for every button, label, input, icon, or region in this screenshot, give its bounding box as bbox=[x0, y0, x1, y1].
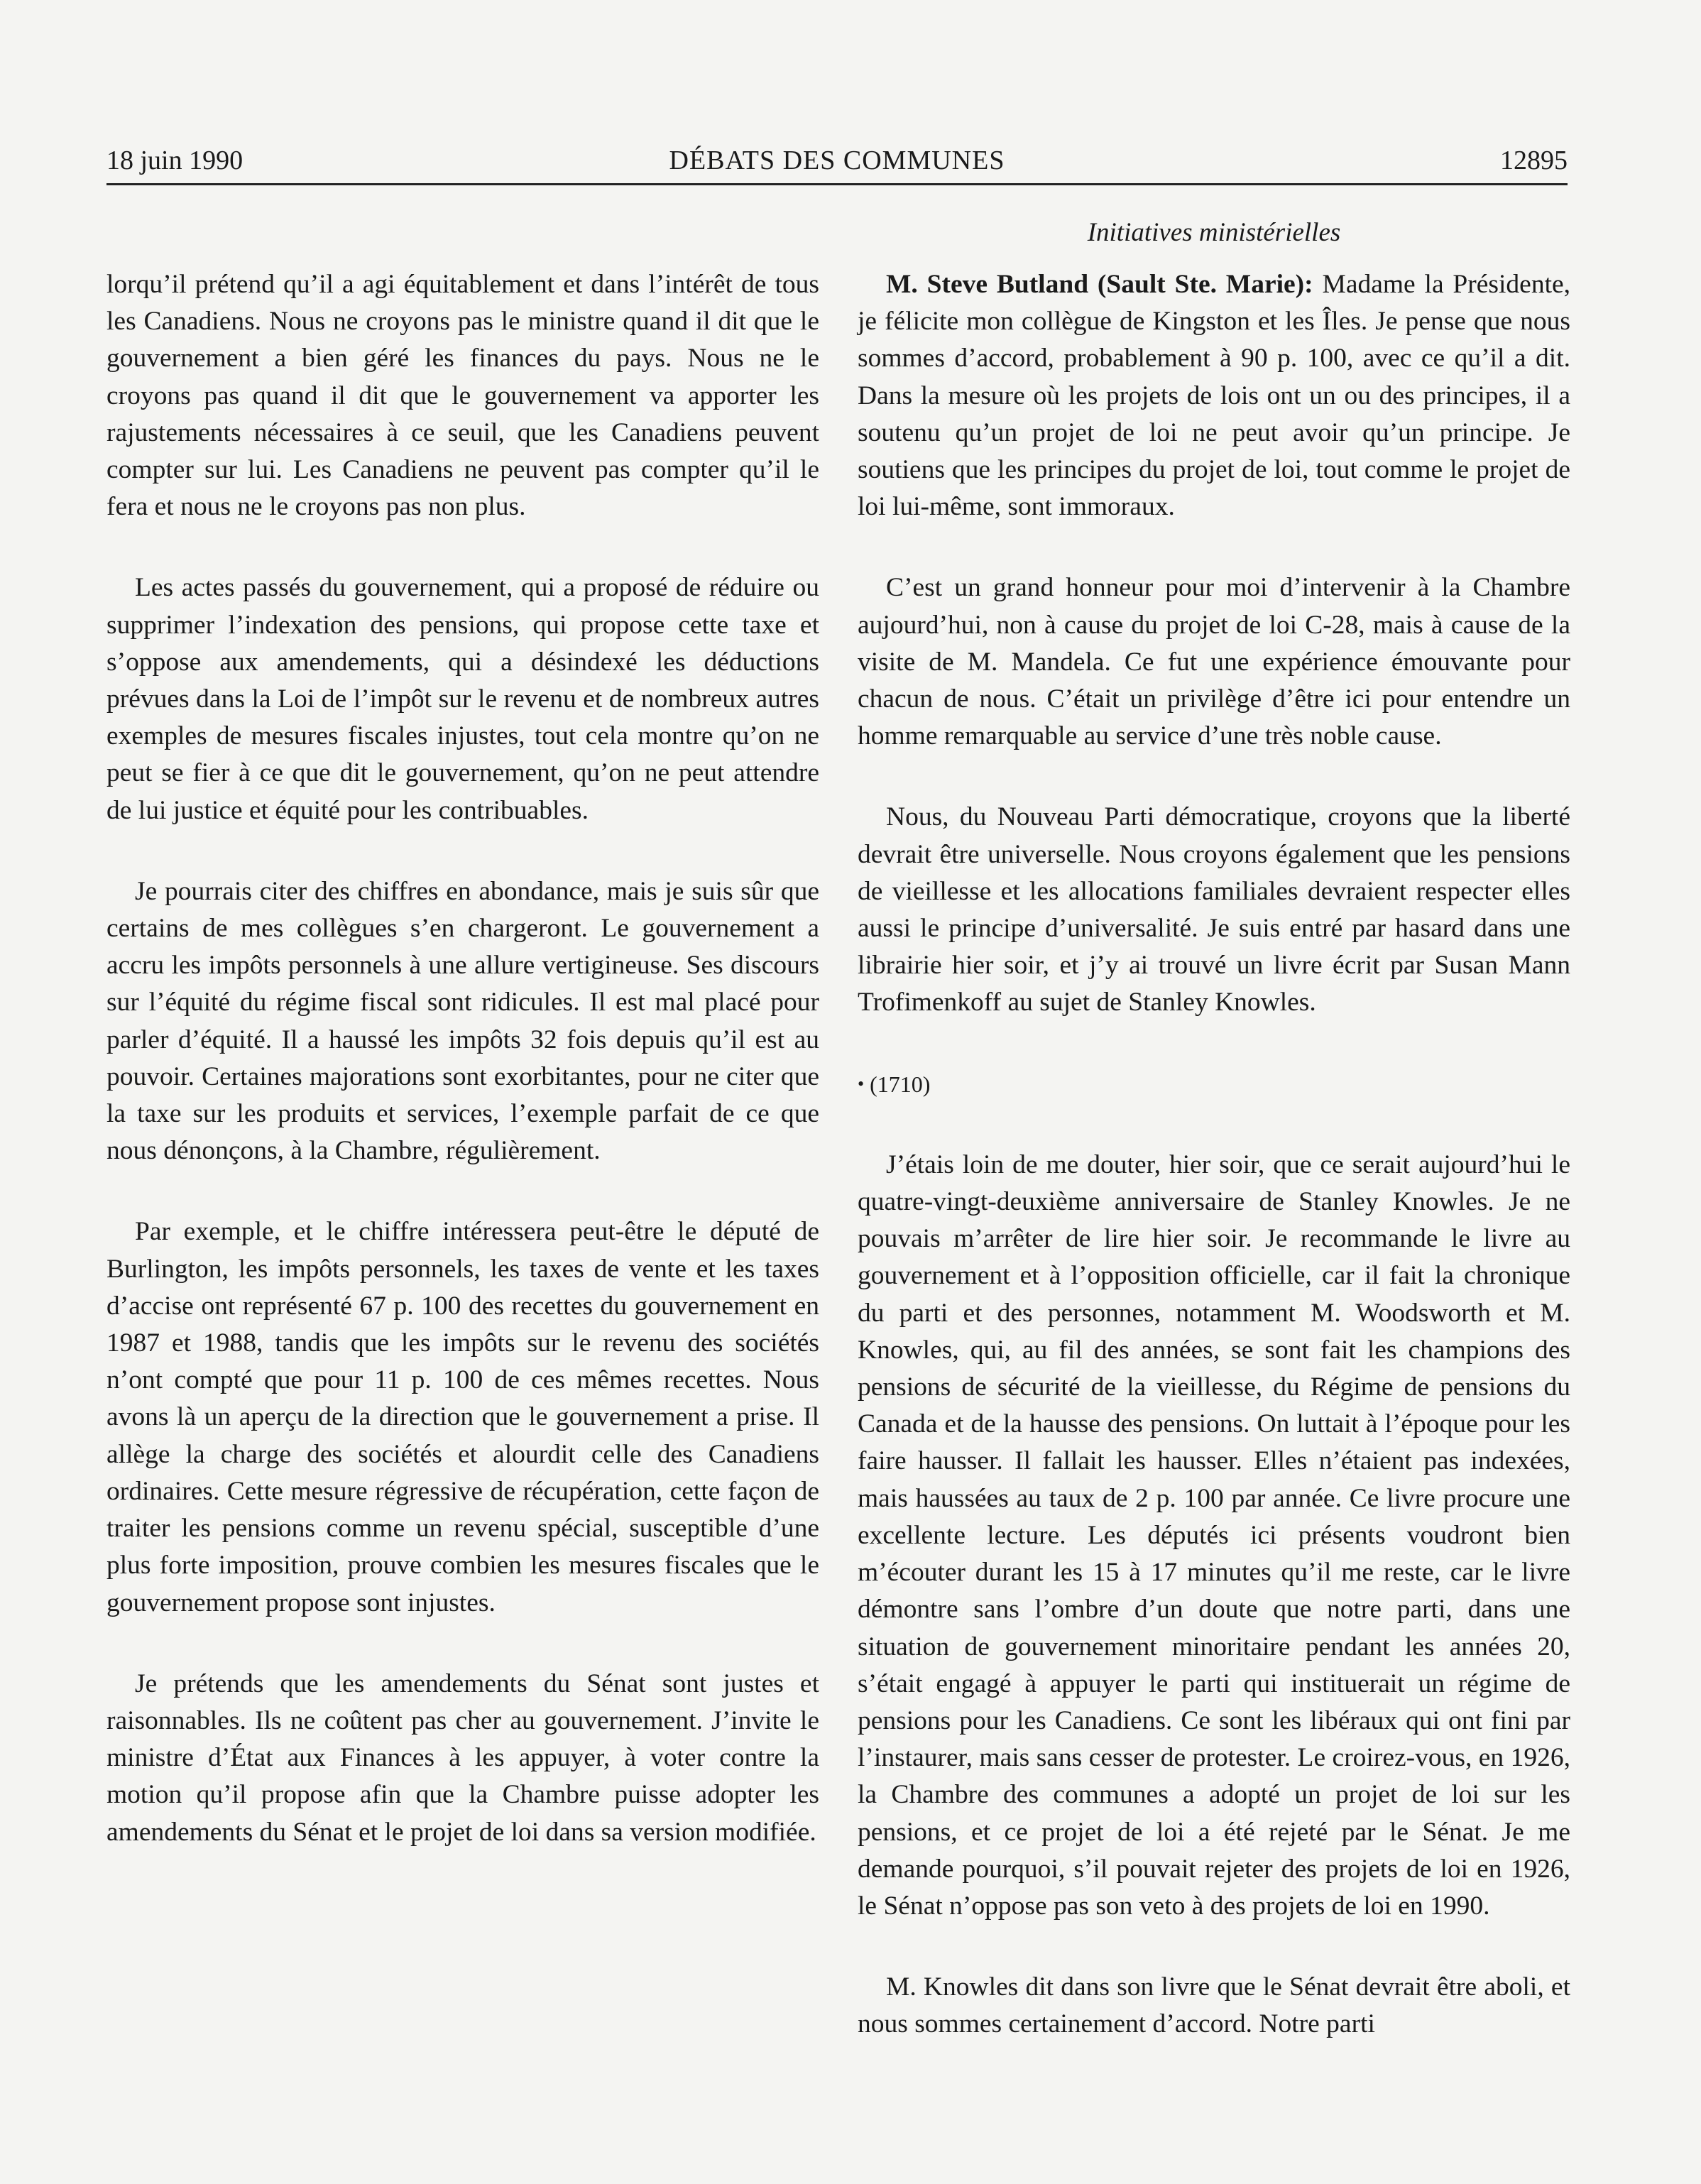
bullet-icon: • bbox=[858, 1073, 865, 1094]
paragraph: Je prétends que les amendements du Sénat sont justes et raisonnables. Ils ne coûtent pas cher au gouvernement. J’invite le ministre d’État aux Finances à les appuyer, à voter contre la motion qu’il propose afin que la Chambre puisse adopter les amendements du Sénat et le projet de loi dans sa version modifiée. bbox=[106, 1669, 819, 1847]
paragraph: Les actes passés du gouvernement, qui a proposé de réduire ou supprimer l’indexation des pensions, qui propose cette taxe et s’oppose aux amendements, qui a désindexé les déductions prévues dans la Loi de l’impôt sur le revenu et de nombreux autres exemples de mesures fiscales injustes, tout cela montre qu’on ne peut se fier à ce que dit le gouvernement, qu’on ne peut attendre de lui justice et équité pour les contribuables. bbox=[106, 573, 819, 825]
paragraph: Je pourrais citer des chiffres en abondance, mais je suis sûr que certains de mes collègues s’en chargeront. Le gouvernement a accru les impôts personnels à une allure vertigineuse. Ses discours sur l’équité du régime fiscal sont ridicules. Il est mal placé pour parler d’équité. Il a haussé les impôts 32 fois depuis qu’il est au pouvoir. Certaines majorations sont exorbitantes, pour ne citer que la taxe sur les produits et services, l’exemple parfait de ce que nous dénonçons, à la Chambre, régulièrement. bbox=[106, 876, 819, 1166]
paragraph: C’est un grand honneur pour moi d’intervenir à la Chambre aujourd’hui, non à cause du projet de loi C-28, mais à cause de la visite de M. Mandela. Ce fut une expérience émouvante pour chacun de nous. C’était un privilège d’être ici pour entendre un homme remarquable au service d’une très noble cause. bbox=[858, 573, 1570, 751]
paragraph: M. Knowles dit dans son livre que le Sénat devrait être aboli, et nous sommes certainement d’accord. Notre parti bbox=[858, 1972, 1570, 2039]
section-title: Initiatives ministérielles bbox=[1087, 218, 1341, 247]
page-number: 12895 bbox=[1500, 146, 1568, 175]
speaker-name: M. Steve Butland (Sault Ste. Marie): bbox=[886, 270, 1313, 299]
paragraph: Par exemple, et le chiffre intéressera peut-être le député de Burlington, les impôts personnels, les taxes de vente et les taxes d’accise ont représenté 67 p. 100 des recettes du gouvernement en 1987 et 1988, tandis que les impôts sur le revenu des sociétés n’ont compté que pour 11 p. 100 de ces mêmes recettes. Nous avons là un aperçu de la direction que le gouvernement a prise. Il allège la charge des sociétés et alourdit celle des Canadiens ordinaires. Cette mesure régressive de récupération, cette façon de traiter les pensions comme un revenu spécial, susceptible d’une plus forte imposition, prouve combien les mesures fiscales que le gouvernement propose sont injustes. bbox=[106, 1217, 819, 1617]
page-header bbox=[106, 142, 1568, 185]
left-column bbox=[106, 266, 819, 1851]
right-column bbox=[858, 266, 1570, 2043]
timestamp-text: (1710) bbox=[870, 1071, 931, 1097]
speaker-text: Madame la Présidente, je félicite mon collègue de Kingston et les Îles. Je pense que nous sommes d’accord, probablement à 90 p. 100, avec ce qu’il a dit. Dans la mesure où les projets de lois ont un ou des principes, il a soutenu qu’un projet de loi ne peut avoir qu’un principe. Je soutiens que les principes du projet de loi, tout comme le projet de loi lui-même, sont immoraux. bbox=[858, 270, 1571, 522]
timestamp bbox=[858, 1066, 1570, 1103]
header-title: DÉBATS DES COMMUNES bbox=[669, 146, 1005, 175]
paragraph: J’étais loin de me douter, hier soir, que ce serait aujourd’hui le quatre-vingt-deuxième anniversaire de Stanley Knowles. Je ne pouvais m’arrêter de lire hier soir. Je recommande le livre au gouvernement et à l’opposition officielle, car il fait la chronique du parti et des personnes, notamment M. Woodsworth et M. Knowles, qui, au fil des années, se sont fait les champions des pensions de sécurité de la vieillesse, du Régime de pensions du Canada et de la hausse des pensions. On luttait à l’époque pour les faire hausser. Il fallait les hausser. Elles n’étaient pas indexées, mais haussées au taux de 2 p. 100 par année. Ce livre procure une excellente lecture. Les députés ici présents voudront bien m’écouter durant les 15 à 17 minutes qu’il me reste, car le livre démontre sans l’ombre d’un doute que notre parti, dans une situation de gouvernement minoritaire pendant les années 20, s’était engagé à appuyer le parti qui instituerait un régime de pensions pour les Canadiens. Ce sont les libéraux qui ont fini par l’instaurer, mais sans cesser de protester. Le croirez-vous, en 1926, la Chambre des communes a adopté un projet de loi sur les pensions, et ce projet de loi a été rejeté par le Sénat. Je me demande pourquoi, s’il pouvait rejeter des projets de loi en 1926, le Sénat n’oppose pas son veto à des projets de loi en 1990. bbox=[858, 1150, 1570, 1921]
paragraph: lorqu’il prétend qu’il a agi équitablement et dans l’intérêt de tous les Canadiens. Nous ne croyons pas le ministre quand il dit que le gouvernement a bien géré les finances du pays. Nous ne le croyons pas quand il dit que le gouvernement va apporter les rajustements nécessaires à ce seuil, que les Canadiens peuvent compter sur lui. Les Canadiens ne peuvent pas compter qu’il le fera et nous ne le croyons pas non plus. bbox=[106, 270, 819, 522]
header-date: 18 juin 1990 bbox=[106, 146, 244, 175]
paragraph bbox=[858, 266, 1570, 525]
paragraph: Nous, du Nouveau Parti démocratique, croyons que la liberté devrait être universelle. Nous croyons également que les pensions de vieillesse et les allocations familiales devraient respecter elles aussi le principe d’universalité. Je suis entré par hasard dans une librairie hier soir, et j’y ai trouvé un livre écrit par Susan Mann Trofimenkoff au sujet de Stanley Knowles. bbox=[858, 802, 1570, 1017]
